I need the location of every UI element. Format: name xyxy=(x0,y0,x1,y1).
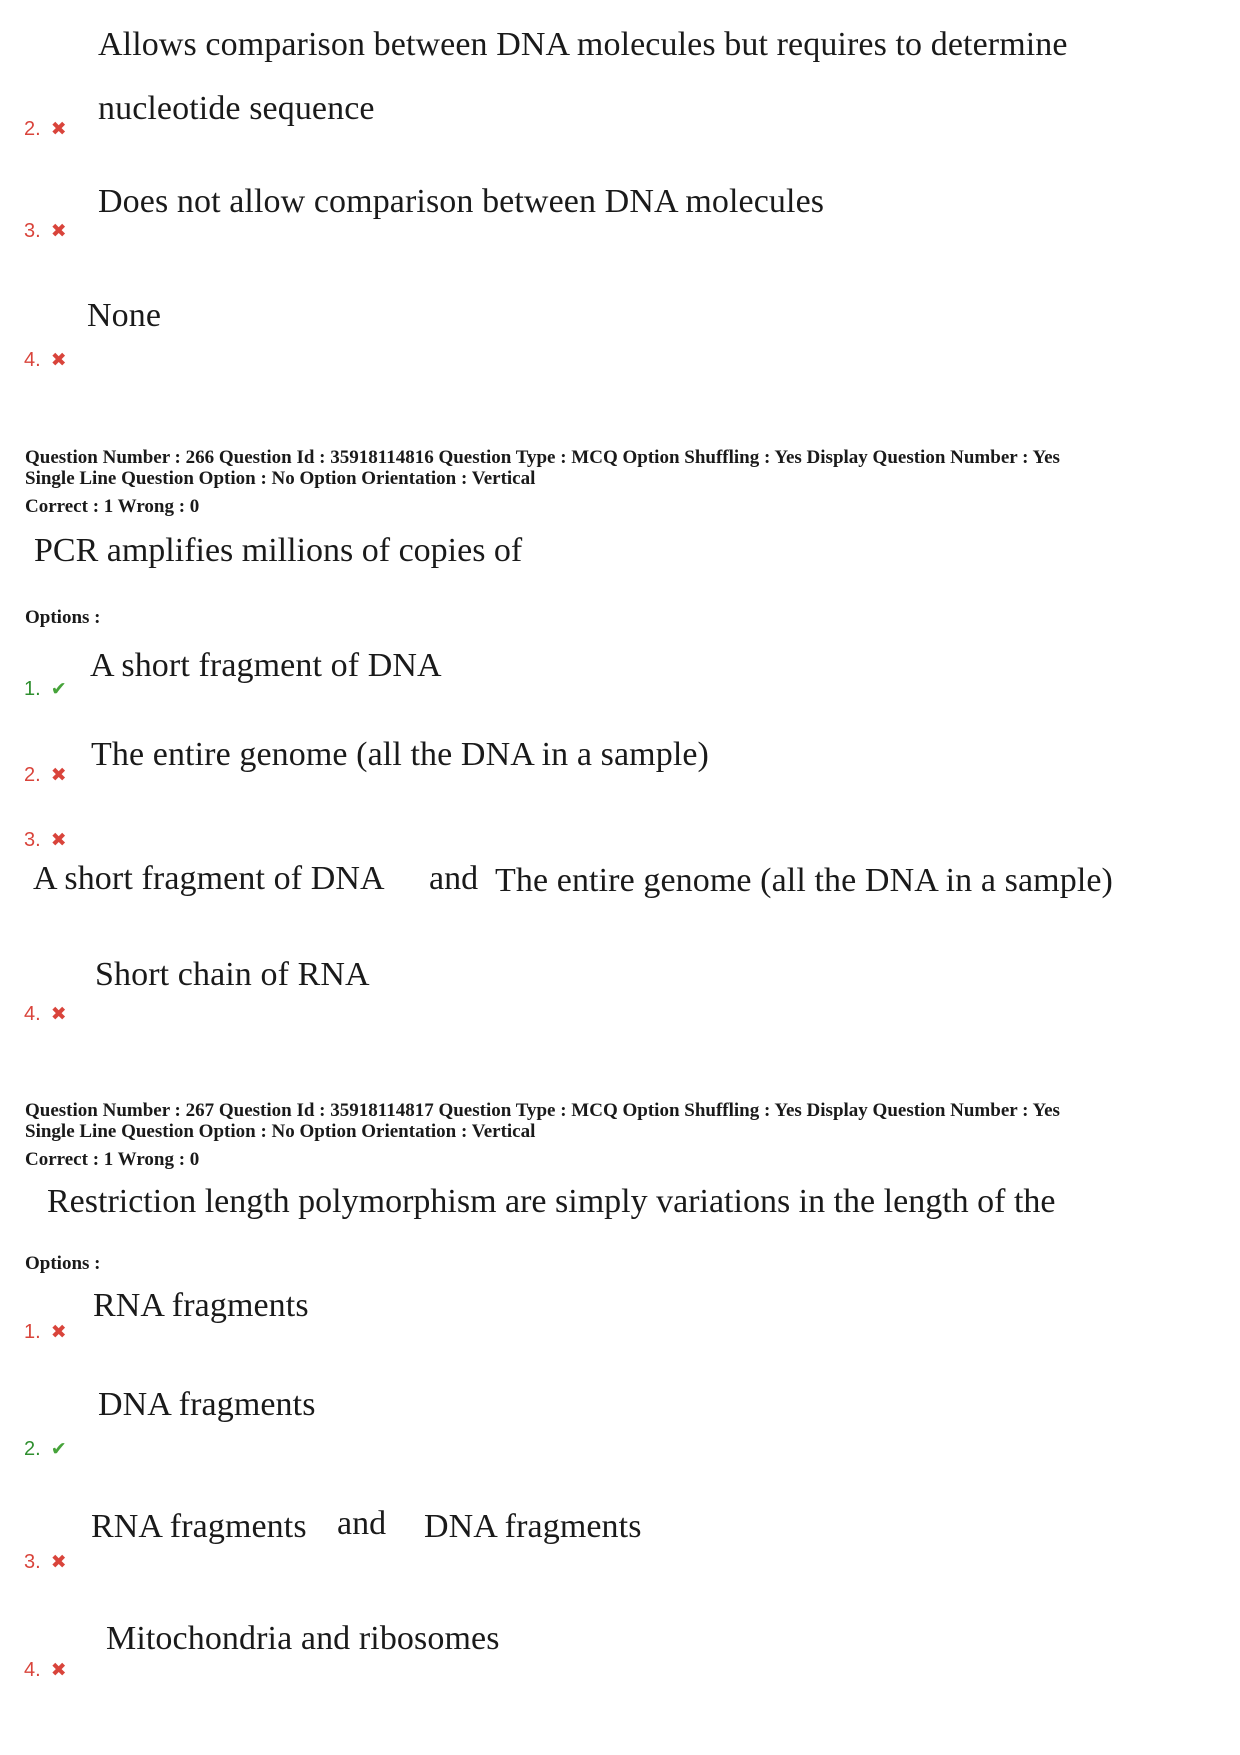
q266-option-3-number: 3. ✖ xyxy=(24,829,67,851)
q267-option-2-number: 2. ✔ xyxy=(24,1438,67,1460)
q267-option-4-text: Mitochondria and ribosomes xyxy=(106,1620,500,1657)
q266-option-3-joiner: and xyxy=(429,860,479,897)
cross-mark-icon: ✖ xyxy=(50,1321,67,1343)
prev-option-2-text-line1: Allows comparison between DNA molecules but requires to determine xyxy=(98,26,1068,63)
q266-option-1-number: 1. ✔ xyxy=(24,678,67,700)
prev-option-4-text: None xyxy=(87,297,162,334)
q267-option-2-text: DNA fragments xyxy=(98,1386,316,1423)
q267-option-3-number: 3. ✖ xyxy=(24,1551,67,1573)
cross-mark-icon: ✖ xyxy=(50,1003,67,1025)
q266-option-3-part1: A short fragment of DNA xyxy=(33,860,385,897)
q267-options-label: Options : xyxy=(25,1253,101,1274)
q266-option-4-number: 4. ✖ xyxy=(24,1003,67,1025)
cross-mark-icon: ✖ xyxy=(50,1659,67,1681)
q266-option-2-number: 2. ✖ xyxy=(24,764,67,786)
q266-option-2-text: The entire genome (all the DNA in a sample) xyxy=(91,736,709,773)
q266-options-label: Options : xyxy=(25,607,101,628)
q267-option-1-number: 1. ✖ xyxy=(24,1321,67,1343)
q266-option-3-part2: The entire genome (all the DNA in a sample) xyxy=(495,862,1113,899)
q266-meta-line2: Single Line Question Option : No Option Orientation : Vertical xyxy=(25,468,536,489)
q267-meta-line1: Question Number : 267 Question Id : 35918114817 Question Type : MCQ Option Shuffling : Yes Display Question Number : Yes xyxy=(25,1100,1060,1121)
q266-option-1-text: A short fragment of DNA xyxy=(90,647,442,684)
check-mark-icon: ✔ xyxy=(50,1438,67,1460)
q267-meta-line2: Single Line Question Option : No Option Orientation : Vertical xyxy=(25,1121,536,1142)
q267-option-1-text: RNA fragments xyxy=(93,1287,309,1324)
q267-option-3-part1: RNA fragments xyxy=(91,1508,307,1545)
prev-option-4-number: 4. ✖ xyxy=(24,349,67,371)
cross-mark-icon: ✖ xyxy=(50,764,67,786)
cross-mark-icon: ✖ xyxy=(50,118,67,140)
check-mark-icon: ✔ xyxy=(50,678,67,700)
cross-mark-icon: ✖ xyxy=(50,829,67,851)
prev-option-3-number: 3. ✖ xyxy=(24,220,67,242)
q266-option-4-text: Short chain of RNA xyxy=(95,956,370,993)
q266-meta-line1: Question Number : 266 Question Id : 35918114816 Question Type : MCQ Option Shuffling : Yes Display Question Number : Yes xyxy=(25,447,1060,468)
q267-stem: Restriction length polymorphism are simply variations in the length of the xyxy=(47,1183,1056,1220)
cross-mark-icon: ✖ xyxy=(50,220,67,242)
q267-option-4-number: 4. ✖ xyxy=(24,1659,67,1681)
q267-score: Correct : 1 Wrong : 0 xyxy=(25,1149,200,1170)
q266-score: Correct : 1 Wrong : 0 xyxy=(25,496,200,517)
q266-stem: PCR amplifies millions of copies of xyxy=(34,532,523,569)
prev-option-3-text: Does not allow comparison between DNA molecules xyxy=(98,183,825,220)
cross-mark-icon: ✖ xyxy=(50,1551,67,1573)
prev-option-2-text-line2: nucleotide sequence xyxy=(98,90,375,127)
q267-option-3-part2: DNA fragments xyxy=(424,1508,642,1545)
q267-option-3-joiner: and xyxy=(337,1505,387,1542)
cross-mark-icon: ✖ xyxy=(50,349,67,371)
prev-option-2-number: 2. ✖ xyxy=(24,118,67,140)
